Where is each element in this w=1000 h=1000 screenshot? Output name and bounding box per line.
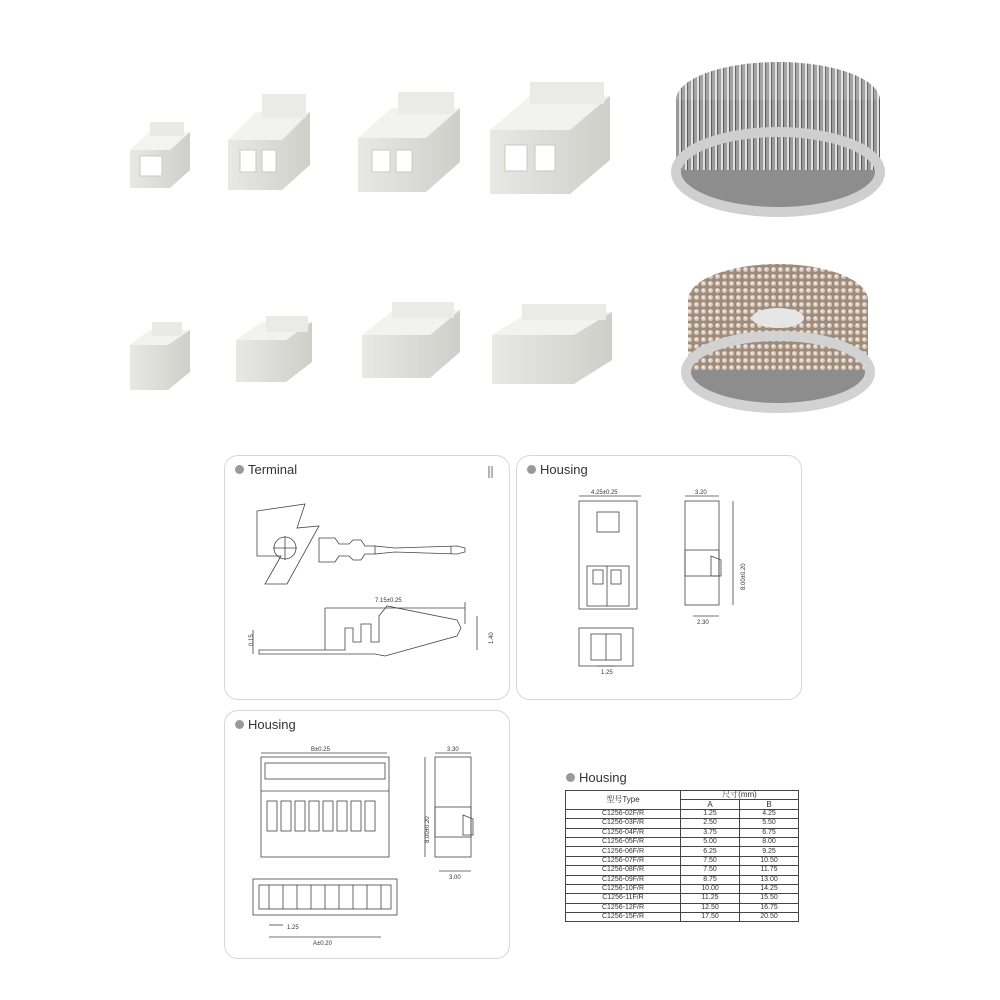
housing-5pin-top (490, 82, 610, 194)
cell-type: C1256-03F/R (566, 819, 681, 828)
table-row (566, 894, 799, 903)
cell-a: 5.00 (681, 837, 740, 846)
table-row (566, 828, 799, 837)
cell-b: 14.25 (740, 884, 799, 893)
cell-type: C1256-08F/R (566, 866, 681, 875)
housing-2pin-top (130, 122, 190, 188)
cell-b: 9.25 (740, 847, 799, 856)
spec-table (565, 790, 799, 922)
cell-type: C1256-04F/R (566, 828, 681, 837)
cell-a: 2.50 (681, 819, 740, 828)
cell-type: C1256-06F/R (566, 847, 681, 856)
header-b: B (740, 800, 799, 809)
cell-a: 17.50 (681, 913, 740, 922)
cell-type: C1256-15F/R (566, 913, 681, 922)
cell-b: 10.50 (740, 856, 799, 865)
table-row (566, 866, 799, 875)
housing-multi-title: Housing (235, 717, 296, 732)
cell-b: 15.50 (740, 894, 799, 903)
housing-b-dim: B±0.25 (311, 747, 330, 753)
product-photos (0, 0, 1000, 440)
table-row (566, 837, 799, 846)
housing-4pin-top (358, 92, 460, 192)
table-row (566, 875, 799, 884)
cell-a: 8.75 (681, 875, 740, 884)
terminal-drawing-panel (224, 455, 510, 700)
terminal-reel-female (686, 264, 870, 408)
housing-single-title: Housing (527, 462, 588, 477)
table-row (566, 809, 799, 818)
housing-a-dim: A±0.20 (313, 941, 332, 947)
cell-b: 8.00 (740, 837, 799, 846)
housing-height-dim: 8.00±0.20 (741, 563, 747, 590)
terminal-thickness-dim: 0.15 (249, 634, 255, 646)
housing-latch-dim: 2.30 (697, 620, 709, 626)
terminal-height-dim: 1.40 (489, 632, 495, 644)
housing-base-dim: 3.00 (449, 875, 461, 881)
cell-a: 1.25 (681, 809, 740, 818)
terminal-reel-male (676, 62, 880, 212)
table-row (566, 847, 799, 856)
cell-a: 7.50 (681, 866, 740, 875)
terminal-drawing (225, 456, 509, 699)
table-row (566, 856, 799, 865)
housing-multi-panel (224, 710, 510, 959)
housing-5pin-bottom (492, 304, 612, 384)
housing-multi-pitch-dim: 1.25 (287, 925, 299, 931)
table-row (566, 884, 799, 893)
header-a: A (681, 800, 740, 809)
housing-width-dim: 4.25±0.25 (591, 490, 618, 496)
housing-3pin-top (228, 94, 310, 190)
cell-type: C1256-05F/R (566, 837, 681, 846)
cell-type: C1256-02F/R (566, 809, 681, 818)
cell-type: C1256-12F/R (566, 903, 681, 912)
housing-pitch-dim: 1.25 (601, 670, 613, 676)
terminal-length-dim: 7.15±0.25 (375, 598, 402, 604)
cell-a: 3.75 (681, 828, 740, 837)
cell-a: 12.50 (681, 903, 740, 912)
housing-depth-dim: 3.20 (695, 490, 707, 496)
table-row (566, 819, 799, 828)
table-row (566, 913, 799, 922)
cell-b: 4.25 (740, 809, 799, 818)
housing-2pin-bottom (130, 322, 190, 390)
terminal-panel-title: Terminal (235, 462, 297, 477)
housing-single-panel (516, 455, 802, 700)
cell-type: C1256-07F/R (566, 856, 681, 865)
cell-b: 20.50 (740, 913, 799, 922)
housing-3pin-bottom (236, 316, 312, 382)
housing-multi-drawing (225, 711, 509, 958)
housing-multi-height-dim: 8.00±0.20 (425, 816, 431, 843)
cell-a: 7.50 (681, 856, 740, 865)
cell-b: 6.75 (740, 828, 799, 837)
cell-b: 11.75 (740, 866, 799, 875)
housing-single-drawing (517, 456, 801, 699)
cell-type: C1256-10F/R (566, 884, 681, 893)
cell-a: 6.25 (681, 847, 740, 856)
housing-multi-depth-dim: 3.30 (447, 747, 459, 753)
cell-b: 5.50 (740, 819, 799, 828)
cell-a: 10.00 (681, 884, 740, 893)
header-size: 尺寸(mm) (681, 791, 799, 800)
cell-type: C1256-11F/R (566, 894, 681, 903)
cell-a: 11.25 (681, 894, 740, 903)
cell-b: 13.00 (740, 875, 799, 884)
table-row (566, 903, 799, 912)
housing-4pin-bottom (362, 302, 460, 378)
spec-table-title: Housing (566, 770, 627, 785)
cell-b: 16.75 (740, 903, 799, 912)
cell-type: C1256-09F/R (566, 875, 681, 884)
bullet-icon (566, 773, 575, 782)
header-type: 型号Type (566, 791, 681, 810)
